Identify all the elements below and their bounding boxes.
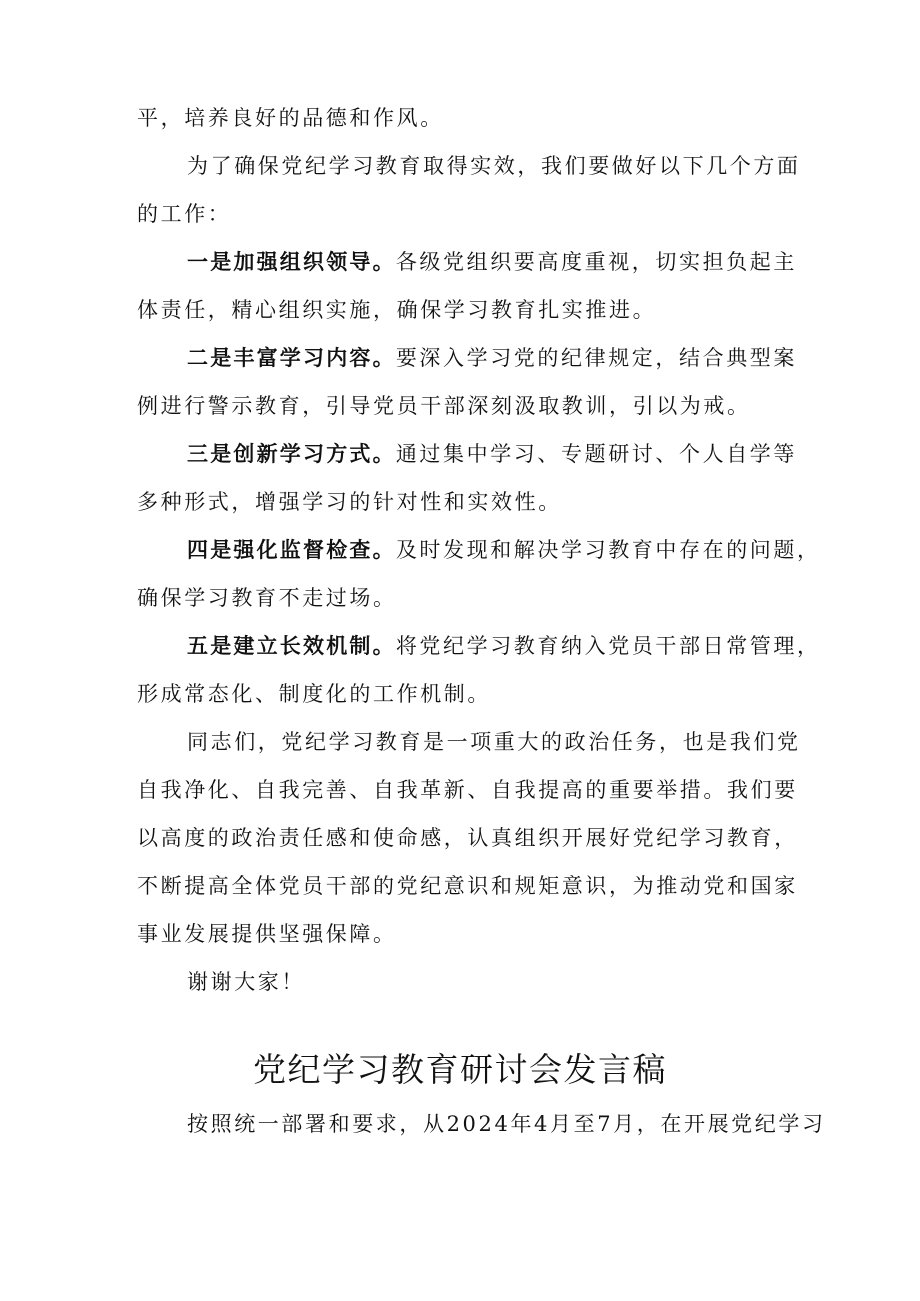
- text-line: 多种形式，增强学习的针对性和实效性。: [137, 490, 562, 514]
- point-heading: 五是建立长效机制。: [187, 634, 396, 658]
- text-line: 自我净化、自我完善、自我革新、自我提高的重要举措。我们要: [137, 778, 798, 802]
- text-line: 以高度的政治责任感和使命感，认真组织开展好党纪学习教育，: [137, 826, 798, 850]
- point-text: 及时发现和解决学习教育中存在的问题，: [395, 538, 821, 562]
- point-heading: 一是加强组织领导。: [187, 250, 396, 274]
- point-five-line: [187, 630, 821, 660]
- text-line: 事业发展提供坚强保障。: [137, 922, 397, 946]
- text-line: 同志们，党纪学习教育是一项重大的政治任务，也是我们党: [187, 730, 801, 754]
- text-line: 确保学习教育不走过场。: [137, 586, 397, 610]
- point-heading: 二是丰富学习内容。: [187, 346, 396, 370]
- text-line: 例进行警示教育，引导党员干部深刻汲取教训，引以为戒。: [137, 394, 751, 418]
- point-three-line: [187, 438, 797, 468]
- point-two-line: [187, 342, 797, 372]
- point-text: 要深入学习党的纪律规定，结合典型案: [395, 346, 798, 370]
- text-line: 按照统一部署和要求，从2024年4月至7月，在开展党纪学习: [187, 1112, 826, 1136]
- point-text: 将党纪学习教育纳入党员干部日常管理，: [395, 634, 821, 658]
- point-four-line: [187, 534, 821, 564]
- text-line: 为了确保党纪学习教育取得实效，我们要做好以下几个方面: [187, 154, 801, 178]
- text-line: 不断提高全体党员干部的党纪意识和规矩意识，为推动党和国家: [137, 874, 798, 898]
- point-text: 通过集中学习、专题研讨、个人自学等: [395, 442, 798, 466]
- text-line: 平，培养良好的品德和作风。: [137, 106, 444, 130]
- text-line: 形成常态化、制度化的工作机制。: [137, 682, 491, 706]
- point-text: 各级党组织要高度重视，切实担负起主: [395, 250, 798, 274]
- text-line: 谢谢大家！: [187, 970, 305, 994]
- point-one-line: [187, 246, 797, 276]
- text-line: 体责任，精心组织实施，确保学习教育扎实推进。: [137, 298, 657, 322]
- point-heading: 四是强化监督检查。: [187, 538, 396, 562]
- document-title: 党纪学习教育研讨会发言稿: [253, 1050, 667, 1089]
- text-line: 的工作：: [137, 202, 232, 226]
- point-heading: 三是创新学习方式。: [187, 442, 396, 466]
